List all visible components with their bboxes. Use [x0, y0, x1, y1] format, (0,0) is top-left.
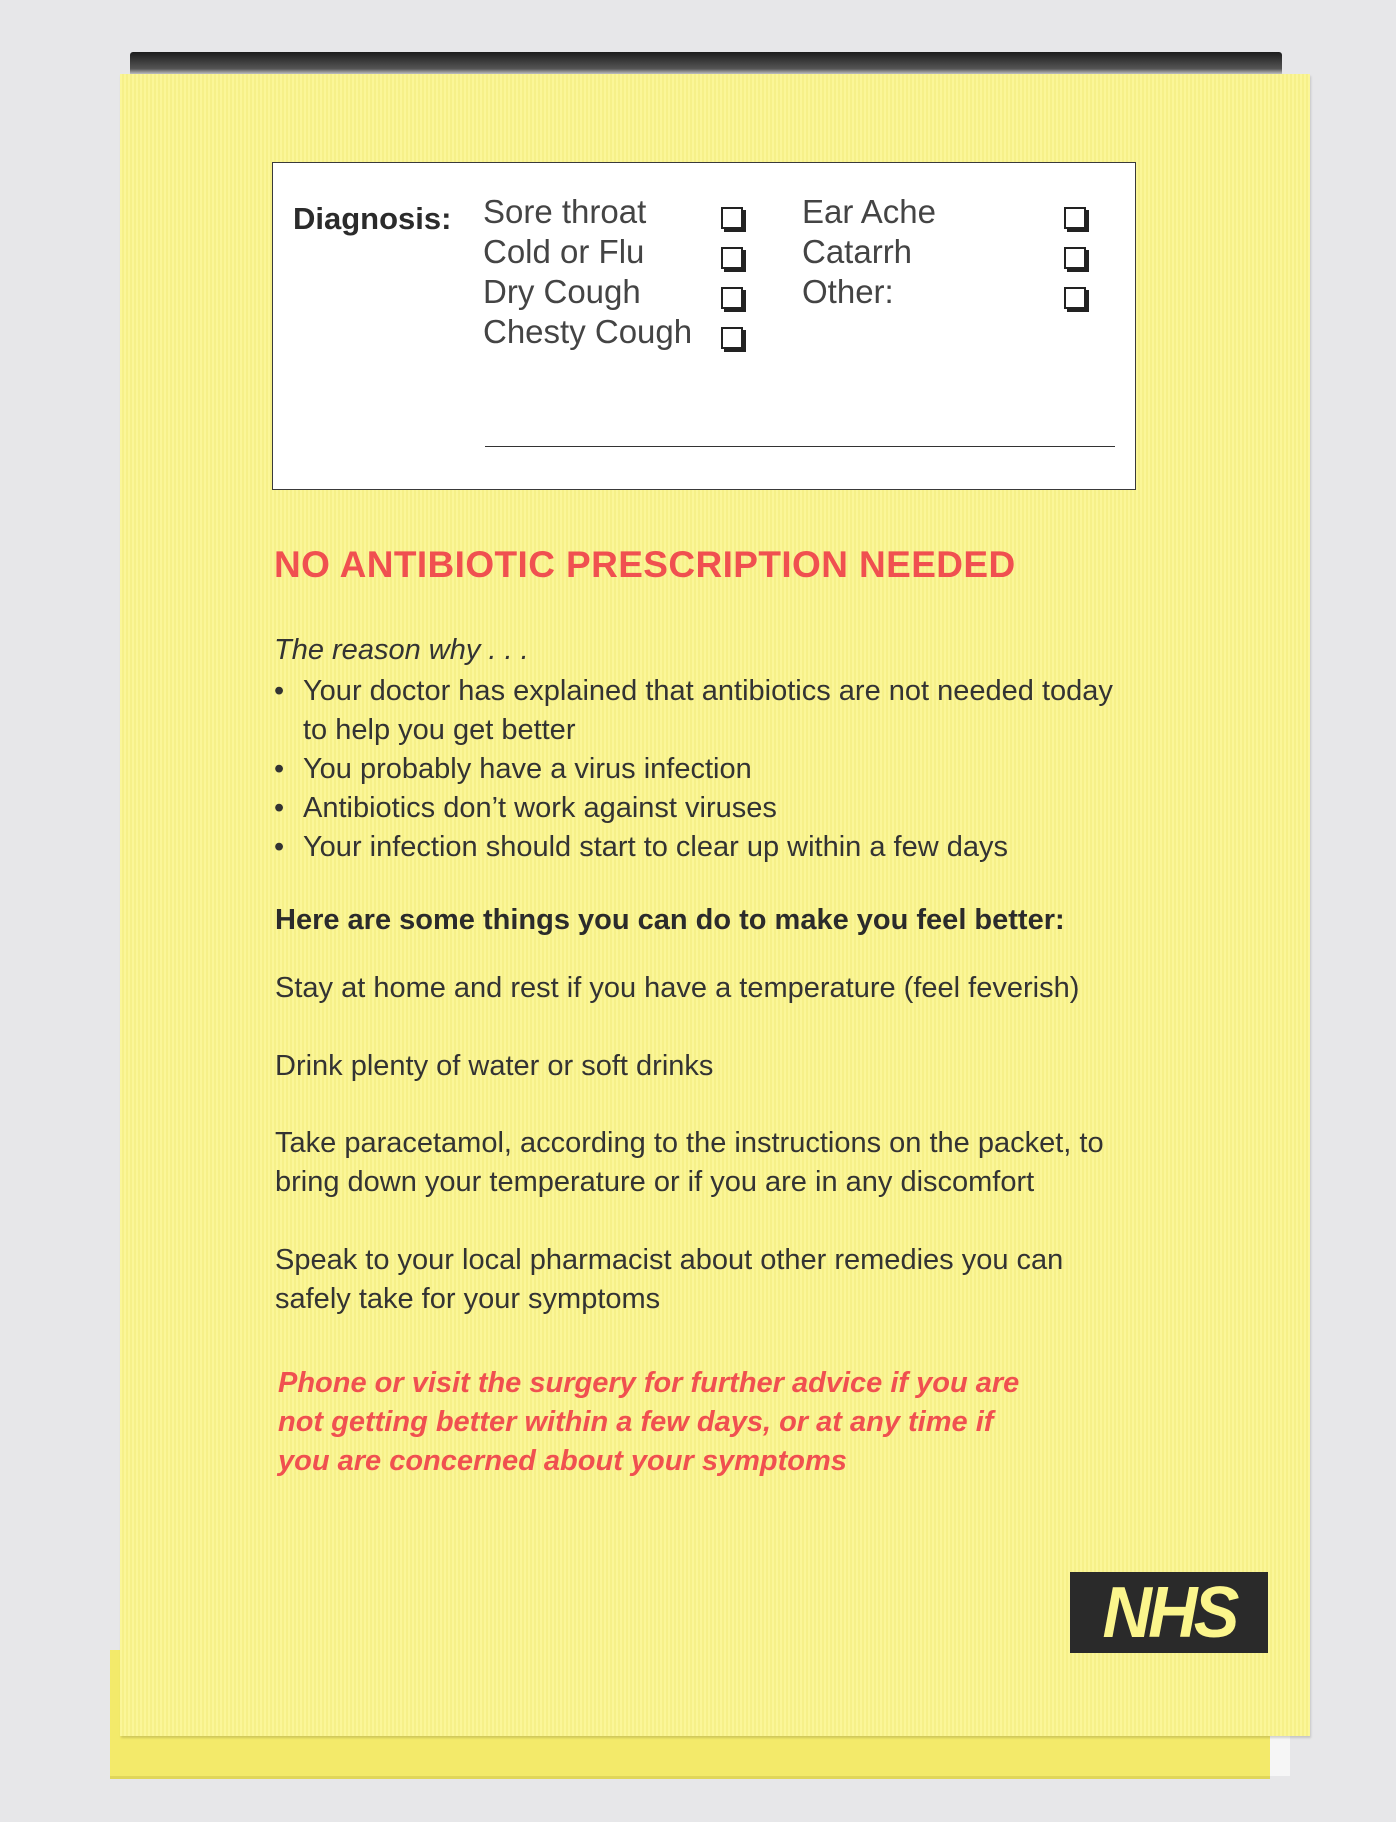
checkbox-catarrh[interactable] — [1064, 247, 1086, 269]
pad-corner-gap — [1270, 1730, 1290, 1776]
option-sore-throat: Sore throat — [483, 193, 647, 230]
reason-item: • You probably have a virus infection — [274, 750, 1134, 789]
tip-rest: Stay at home and rest if you have a temperature (feel feverish) — [275, 972, 1080, 1004]
diagnosis-label: Diagnosis: — [293, 201, 452, 236]
option-ear-ache: Ear Ache — [802, 193, 936, 230]
tip-paracetamol: Take paracetamol, according to the instructions on the packet, to bring down your temperature or if you are in any discomfort — [275, 1127, 1104, 1198]
surgery-advice: Phone or visit the surgery for further advice if you are not getting better within a few days, or at any time if you are concerned about your symptoms — [278, 1367, 1020, 1477]
option-other: Other: — [802, 273, 894, 310]
checkbox-dry-cough[interactable] — [721, 287, 743, 309]
pad-top-edge — [130, 52, 1282, 76]
tip-pharmacist: Speak to your local pharmacist about other remedies you can safely take for your symptoms — [275, 1244, 1064, 1315]
diagnosis-box — [272, 162, 1136, 490]
reason-item: • Antibiotics don’t work against viruses — [274, 789, 1134, 828]
checkbox-other[interactable] — [1064, 287, 1086, 309]
nhs-logo — [1070, 1572, 1268, 1653]
reason-list — [274, 672, 1134, 867]
option-catarrh: Catarrh — [802, 233, 913, 270]
checkbox-ear-ache[interactable] — [1064, 207, 1086, 229]
option-dry-cough: Dry Cough — [483, 273, 641, 310]
tips-heading: Here are some things you can do to make you feel better: — [275, 904, 1065, 936]
option-chesty-cough: Chesty Cough — [483, 313, 693, 350]
other-write-in-line[interactable] — [485, 446, 1115, 447]
reason-item: • Your doctor has explained that antibiotics are not needed today to help you get better — [274, 672, 1134, 750]
nhs-logo-text: NHS — [1102, 1572, 1236, 1653]
leaflet-sheet — [120, 74, 1310, 1736]
page-heading: NO ANTIBIOTIC PRESCRIPTION NEEDED — [274, 544, 1016, 585]
reason-intro: The reason why . . . — [274, 634, 529, 666]
checkbox-sore-throat[interactable] — [721, 207, 743, 229]
reason-item: • Your infection should start to clear up within a few days — [274, 828, 1134, 867]
checkbox-cold-or-flu[interactable] — [721, 247, 743, 269]
checkbox-chesty-cough[interactable] — [721, 327, 743, 349]
tip-fluids: Drink plenty of water or soft drinks — [275, 1050, 714, 1082]
option-cold-or-flu: Cold or Flu — [483, 233, 645, 270]
